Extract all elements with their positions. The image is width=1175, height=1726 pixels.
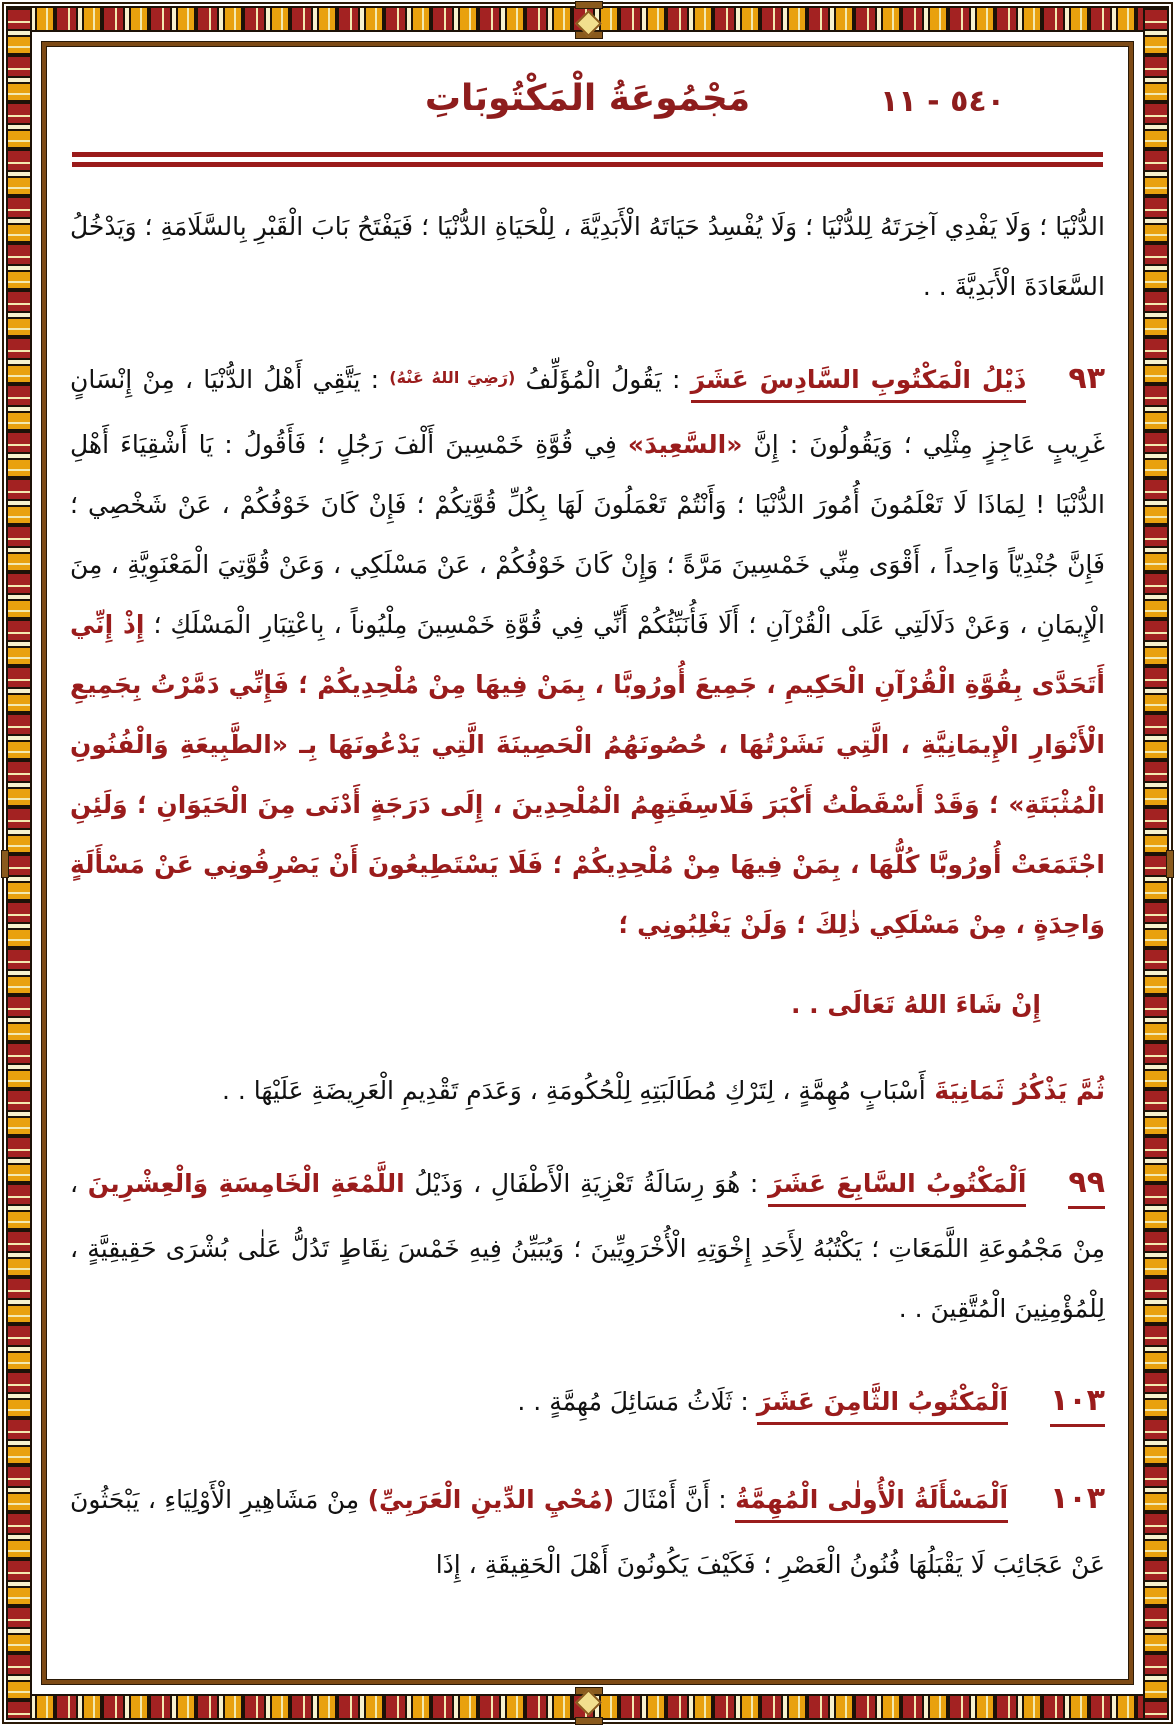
paragraph	[70, 1365, 1105, 1437]
border-tab-icon	[1166, 850, 1174, 878]
text-run: : يَقُولُ الْمُؤَلِّفُ	[515, 365, 691, 394]
body-paragraphs	[70, 197, 1105, 1595]
section-heading: ذَيْلُ الْمَكْتُوبِ السَّادِسَ عَشَرَ	[691, 365, 1027, 403]
paragraph	[70, 197, 1105, 317]
paragraph-number: ٩٩	[1068, 1165, 1105, 1209]
border-tab-icon	[575, 1717, 603, 1725]
text-run: : أَنَّ أَمْثَالَ	[614, 1485, 736, 1514]
section-heading: اَلْمَكْتُوبُ السَّابِعَ عَشَرَ	[768, 1169, 1026, 1207]
page-header	[70, 56, 1105, 142]
border-chain-left	[6, 6, 32, 1720]
paragraph	[70, 1061, 1105, 1121]
trailing-line: إِنْ شَاءَ اللهُ تَعَالَى . .	[790, 990, 1041, 1019]
text-run: ، مِنْ مَجْمُوعَةِ اللَّمَعَاتِ ؛ يَكْتُبُهُ لِأَحَدِ إِخْوَتِهِ الْأُخْرَوِيِّينَ ؛ وَيُبَيِّنُ فِيهِ خَمْسَ نِقَاطٍ تَدُلُّ عَلٰى بُشْرَى حَقِيقِيَّةٍ ، لِلْمُؤْمِنِينَ الْمُتَّقِينَ . .	[70, 1169, 1105, 1323]
honorific-seal: (رَضِيَ اللهُ عَنْهُ)	[389, 368, 516, 387]
paragraph-number: ٩٣	[1068, 361, 1105, 396]
paragraph	[70, 343, 1105, 955]
border-tab-icon	[1, 850, 9, 878]
text-run: اللَّمْعَةِ الْخَامِسَةِ وَالْعِشْرِينَ	[87, 1169, 405, 1198]
text-run: الدُّنْيَا ؛ وَلَا يَفْدِي آخِرَتَهُ لِلدُّنْيَا ؛ وَلَا يُفْسِدُ حَيَاتَهُ الْأَبَدِيَّةَ ، لِلْحَيَاةِ الدُّنْيَا ؛ فَيَفْتَحُ بَابَ الْقَبْرِ بِالسَّلَامَةِ ؛ وَيَدْخُلُ السَّعَادَةَ الْأَبَدِيَّةَ . .	[70, 212, 1105, 301]
rule-bar	[72, 152, 1103, 157]
text-run: : يَتَّقِي أَهْلُ الدُّنْيَا ، مِنْ إِنْسَانٍ غَرِيبٍ عَاجِزٍ مِثْلِي ؛ وَيَقُولُونَ : إِنَّ	[70, 365, 1105, 459]
border-tab-icon	[575, 1, 603, 9]
paragraph-number: ١٠٣	[1050, 1383, 1105, 1427]
page-number: ٥٤٠ - ١١	[880, 84, 1005, 119]
text-run: إِذْ إِنِّي أَتَحَدَّى بِقُوَّةِ الْقُرْآنِ الْحَكِيمِ ، جَمِيعَ أُورُوبَّا ، بِمَنْ فِيهَا مِنْ مُلْحِدِيكُمْ ؛ فَإِنِّي دَمَّرْتُ بِجَمِيعِ الْأَنْوَارِ الْإِيمَانِيَّةِ ، الَّتِي نَشَرْتُهَا ، حُصُونَهُمُ الْحَصِينَةَ الَّتِي يَدْعُونَهَا بِـ «الطَّبِيعَةِ وَالْفُنُونِ الْمُثْبَتَةِ» ؛ وَقَدْ أَسْقَطْتُ أَكْبَرَ فَلَاسِفَتِهِمُ الْمُلْحِدِينَ ، إِلَى دَرَجَةٍ أَدْنَى مِنَ الْحَيَوَانِ ؛ وَلَئِنِ اجْتَمَعَتْ أُورُوبَّا كُلُّهَا ، بِمَنْ فِيهَا مِنْ مُلْحِدِيكُمْ ؛ فَلَا يَسْتَطِيعُونَ أَنْ يَصْرِفُونِي عَنْ مَسْأَلَةٍ وَاحِدَةٍ ، مِنْ مَسْلَكِي ذٰلِكَ ؛ وَلَنْ يَغْلِبُونِي ؛	[70, 610, 1105, 939]
section-heading: اَلْمَسْأَلَةُ الْأُولٰى الْمُهِمَّةُ	[735, 1485, 1008, 1523]
header-double-rule	[72, 152, 1103, 167]
text-run: (مُحْيِ الدِّينِ الْعَرَبِيِّ)	[367, 1485, 615, 1514]
text-run: ثُمَّ يَذْكُرُ ثَمَانِيَةَ	[925, 1076, 1105, 1105]
page-title: مَجْمُوعَةُ الْمَكْتُوبَاتِ	[424, 78, 751, 119]
rule-bar	[72, 162, 1103, 167]
text-run: مِنْ مَشَاهِيرِ الْأَوْلِيَاءِ ، يَبْحَثُونَ عَنْ عَجَائِبَ لَا يَقْبَلُهَا فُنُونُ الْعَصْرِ ؛ فَكَيْفَ يَكُونُونَ أَهْلَ الْحَقِيقَةِ ، إِذَا	[70, 1485, 1105, 1579]
text-run: فِي قُوَّةِ خَمْسِينَ أَلْفَ رَجُلٍ ؛ فَأَقُولُ : يَا أَشْقِيَاءَ أَهْلِ الدُّنْيَا ! لِمَاذَا لَا تَعْلَمُونَ أُمُورَ الدُّنْيَا ؛ وَأَنْتُمْ تَعْمَلُونَ لَهَا بِكُلِّ قُوَّتِكُمْ ؛ فَإِنْ كَانَ خَوْفُكُمْ ، عَنْ شَخْصِي ؛ فَإِنَّ جُنْدِيّاً وَاحِداً ، أَقْوَى مِنِّي خَمْسِينَ مَرَّةً ؛ وَإِنْ كَانَ خَوْفُكُمْ ، عَنْ مَسْلَكِي ، وَعَنْ قُوَّتِيَ الْمَعْنَوِيَّةِ ، مِنَ الْإِيمَانِ ، وَعَنْ دَلَالَتِي عَلَى الْقُرْآنِ ؛ أَلَا فَأُنَبِّئُكُمْ أَنِّي فِي قُوَّةِ خَمْسِينَ مِلْيُوناً ، بِاعْتِبَارِ الْمَسْلَكِ ؛	[70, 430, 1105, 639]
paragraph	[70, 1463, 1105, 1595]
text-run: : هُوَ رِسَالَةُ تَعْزِيَةِ الْأَطْفَالِ ، وَذَيْلُ	[404, 1169, 768, 1198]
page-content	[70, 56, 1105, 1674]
text-run: : ثَلَاثُ مَسَائِلَ مُهِمَّةٍ . .	[517, 1387, 757, 1416]
section-heading: اَلْمَكْتُوبُ الثَّامِنَ عَشَرَ	[757, 1387, 1008, 1425]
text-run: أَسْبَابٍ مُهِمَّةٍ ، لِتَرْكِ مُطَالَبَتِهِ لِلْحُكُومَةِ ، وَعَدَمِ تَقْدِيمِ الْعَرِيضَةِ عَلَيْهَا . .	[221, 1076, 926, 1105]
text-run: «السَّعِيدَ»	[627, 430, 743, 459]
paragraph-number: ١٠٣	[1050, 1481, 1105, 1516]
paragraph	[70, 1147, 1105, 1339]
